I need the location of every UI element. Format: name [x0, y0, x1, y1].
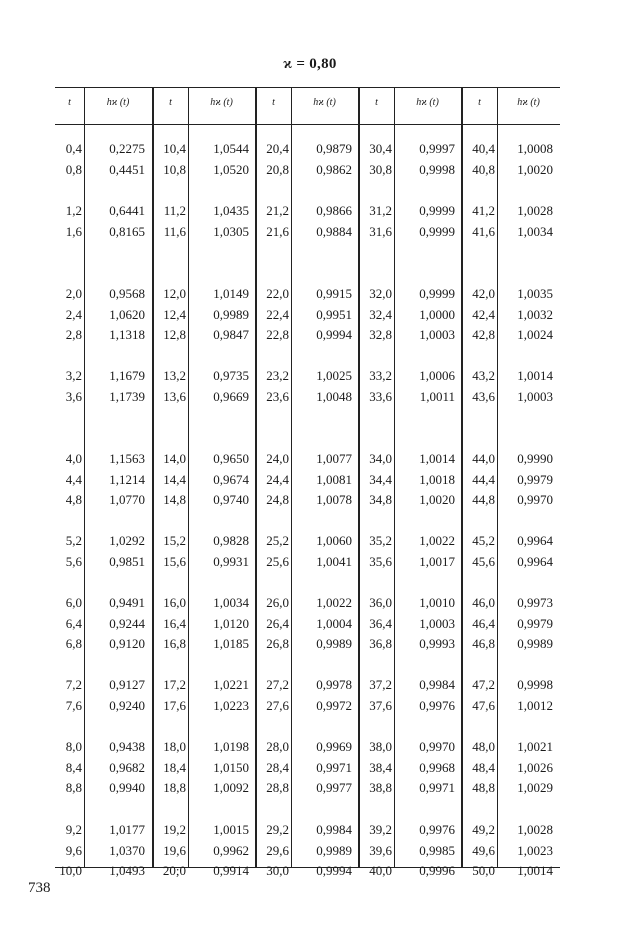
t-value: 11,6 — [163, 223, 186, 239]
column-rule — [461, 88, 463, 867]
t-value: 22,8 — [266, 327, 289, 343]
t-value: 33,6 — [369, 388, 392, 404]
page-number: 738 — [28, 880, 51, 896]
h-value: 1,0092 — [213, 780, 249, 796]
h-value: 1,0003 — [517, 388, 553, 404]
h-value: 1,0034 — [517, 223, 553, 239]
column-rule — [497, 88, 498, 867]
t-value: 3,6 — [65, 388, 82, 404]
h-value: 1,0018 — [419, 471, 455, 487]
t-value: 14,0 — [163, 451, 186, 466]
h-value: 0,9977 — [316, 780, 352, 796]
t-value: 22,0 — [266, 286, 289, 301]
h-value: 0,9973 — [517, 595, 553, 610]
t-value: 38,0 — [369, 739, 392, 754]
h-value: 1,0011 — [419, 388, 455, 404]
column-rule — [291, 88, 292, 867]
h-value: 0,9989 — [213, 306, 249, 322]
t-value: 32,4 — [369, 306, 392, 322]
h-value: 1,0032 — [517, 306, 553, 322]
h-value: 1,0000 — [419, 306, 455, 322]
t-value: 25,6 — [266, 553, 289, 569]
column-rule — [394, 88, 395, 867]
t-value: 7,2 — [65, 677, 82, 692]
t-value: 10,4 — [163, 141, 186, 156]
t-value: 49,2 — [472, 822, 495, 837]
t-value: 24,4 — [266, 471, 289, 487]
t-value: 42,8 — [472, 327, 495, 343]
h-value: 1,0012 — [517, 697, 553, 713]
h-value: 0,9970 — [517, 492, 553, 508]
h-value: 1,0003 — [419, 327, 455, 343]
table-title: ϰ = 0,80 — [283, 56, 337, 72]
h-value: 1,0003 — [419, 615, 455, 631]
t-value: 43,2 — [472, 368, 495, 383]
t-value: 2,8 — [65, 327, 82, 343]
t-value: 6,8 — [65, 636, 82, 652]
t-value: 46,8 — [472, 636, 495, 652]
t-value: 11,2 — [163, 203, 186, 218]
t-value: 50,0 — [472, 863, 495, 879]
h-value: 0,8165 — [109, 223, 145, 239]
h-value: 1,0435 — [213, 203, 249, 218]
h-value: 1,0025 — [316, 368, 352, 383]
h-value: 0,9244 — [109, 615, 145, 631]
t-value: 27,2 — [266, 677, 289, 692]
h-value: 0,9931 — [213, 553, 249, 569]
t-value: 30,4 — [369, 141, 392, 156]
h-value: 1,0035 — [517, 286, 553, 301]
t-value: 13,6 — [163, 388, 186, 404]
h-value: 0,9964 — [517, 533, 553, 548]
t-value: 46,4 — [472, 615, 495, 631]
t-value: 32,0 — [369, 286, 392, 301]
t-value: 29,6 — [266, 842, 289, 858]
t-value: 41,6 — [472, 223, 495, 239]
t-value: 47,2 — [472, 677, 495, 692]
t-value: 33,2 — [369, 368, 392, 383]
t-value: 20;0 — [162, 863, 186, 879]
t-value: 13,2 — [163, 368, 186, 383]
h-value: 1,0034 — [213, 595, 249, 610]
h-value: 0,9994 — [316, 327, 352, 343]
h-value: 1,0022 — [419, 533, 455, 548]
h-value: 1,0020 — [517, 161, 553, 177]
t-value: 12,8 — [163, 327, 186, 343]
h-value: 1,0028 — [517, 822, 553, 837]
h-value: 0,9735 — [213, 368, 249, 383]
t-value: 28,8 — [266, 780, 289, 796]
t-value: 24,8 — [266, 492, 289, 508]
h-value: 1,0024 — [517, 327, 553, 343]
t-value: 4,0 — [65, 451, 82, 466]
h-value: 0,9985 — [419, 842, 455, 858]
h-value: 0,9971 — [316, 759, 352, 775]
h-value: 1,0077 — [316, 451, 352, 466]
h-value: 1,0221 — [213, 677, 249, 692]
h-value: 0,9491 — [109, 595, 145, 610]
h-value: 0,9847 — [213, 327, 249, 343]
t-value: 15,2 — [163, 533, 186, 548]
h-value: 0,9862 — [316, 161, 352, 177]
t-value: 39,6 — [369, 842, 392, 858]
t-value: 31,6 — [369, 223, 392, 239]
h-value: 0,9999 — [419, 223, 455, 239]
h-value: 1,1679 — [109, 368, 145, 383]
t-value: 9,2 — [65, 822, 82, 837]
h-value: 0,9568 — [109, 286, 145, 301]
h-value: 1,0150 — [213, 759, 249, 775]
h-value: 1,0020 — [419, 492, 455, 508]
t-value: 25,2 — [266, 533, 289, 548]
t-value: 30,8 — [369, 161, 392, 177]
t-value: 32,8 — [369, 327, 392, 343]
t-value: 12,4 — [163, 306, 186, 322]
h-value: 0,9650 — [213, 451, 249, 466]
h-value: 1,0185 — [213, 636, 249, 652]
h-value: 0,4451 — [109, 161, 145, 177]
h-value: 1,0023 — [517, 842, 553, 858]
h-value: 0,9915 — [316, 286, 352, 301]
header-t: t — [169, 97, 172, 108]
h-value: 1,0048 — [316, 388, 352, 404]
h-value: 1,0014 — [517, 863, 553, 879]
t-value: 2,0 — [65, 286, 82, 301]
t-value: 36,0 — [369, 595, 392, 610]
h-value: 0,9979 — [517, 615, 553, 631]
header-h: hϰ (t) — [106, 97, 130, 108]
t-value: 0,4 — [65, 141, 82, 156]
h-value: 1,0370 — [109, 842, 145, 858]
t-value: 18,4 — [163, 759, 186, 775]
h-value: 1,0041 — [316, 553, 352, 569]
h-value: 0,9914 — [213, 863, 249, 879]
t-value: 14,8 — [163, 492, 186, 508]
h-value: 0,6441 — [109, 203, 145, 218]
t-value: 4,4 — [65, 471, 82, 487]
h-value: 0,9997 — [419, 141, 455, 156]
t-value: 1,6 — [65, 223, 82, 239]
t-value: 8,4 — [65, 759, 82, 775]
h-value: 0,9884 — [316, 223, 352, 239]
t-value: 17,2 — [163, 677, 186, 692]
header-h: hϰ (t) — [210, 97, 233, 108]
h-value: 0,9127 — [109, 677, 145, 692]
column-rule — [188, 88, 189, 867]
h-value: 0,9964 — [517, 553, 553, 569]
h-value: 1,0004 — [316, 615, 352, 631]
t-value: 37,6 — [369, 697, 392, 713]
h-value: 1,0493 — [109, 863, 145, 879]
t-value: 26,8 — [266, 636, 289, 652]
t-value: 17,6 — [163, 697, 186, 713]
t-value: 43,6 — [472, 388, 495, 404]
h-value: 0,9682 — [109, 759, 145, 775]
h-value: 1,1318 — [109, 327, 145, 343]
t-value: 16,4 — [163, 615, 186, 631]
t-value: 16,0 — [163, 595, 186, 610]
t-value: 34,4 — [369, 471, 392, 487]
h-value: 1,1563 — [109, 451, 145, 466]
header-rule — [55, 124, 560, 125]
h-value: 0,9989 — [316, 636, 352, 652]
t-value: 42,0 — [472, 286, 495, 301]
h-value: 1,0028 — [517, 203, 553, 218]
t-value: 18,8 — [163, 780, 186, 796]
h-value: 0,9674 — [213, 471, 249, 487]
t-value: 5,6 — [65, 553, 82, 569]
h-value: 0,9976 — [419, 697, 455, 713]
t-value: 23,2 — [266, 368, 289, 383]
h-value: 0,9851 — [109, 553, 145, 569]
h-value: 0,9969 — [316, 739, 352, 754]
t-value: 7,6 — [65, 697, 82, 713]
h-value: 0,9998 — [517, 677, 553, 692]
t-value: 12,0 — [163, 286, 186, 301]
h-value: 0,9994 — [316, 863, 352, 879]
column-rule — [84, 88, 85, 867]
t-value: 1,2 — [65, 203, 82, 218]
column-rule — [358, 88, 360, 867]
h-value: 1,0177 — [109, 822, 145, 837]
t-value: 35,6 — [369, 553, 392, 569]
t-value: 26,4 — [266, 615, 289, 631]
h-value: 0,9669 — [213, 388, 249, 404]
t-value: 19,6 — [163, 842, 186, 858]
h-value: 0,9999 — [419, 203, 455, 218]
h-value: 1,0008 — [517, 141, 553, 156]
t-value: 30,0 — [266, 863, 289, 879]
t-value: 28,4 — [266, 759, 289, 775]
t-value: 38,4 — [369, 759, 392, 775]
h-value: 0,9120 — [109, 636, 145, 652]
t-value: 8,8 — [65, 780, 82, 796]
t-value: 4,8 — [65, 492, 82, 508]
h-value: 0,9993 — [419, 636, 455, 652]
h-value: 1,0078 — [316, 492, 352, 508]
t-value: 48,0 — [472, 739, 495, 754]
data-table — [55, 87, 560, 879]
t-value: 20,8 — [266, 161, 289, 177]
header-h: hϰ (t) — [416, 97, 439, 108]
t-value: 20,4 — [266, 141, 289, 156]
h-value: 0,9951 — [316, 306, 352, 322]
t-value: 6,0 — [65, 595, 82, 610]
h-value: 0,2275 — [109, 141, 145, 156]
t-value: 40,0 — [369, 863, 392, 879]
t-value: 8,0 — [65, 739, 82, 754]
h-value: 1,0006 — [419, 368, 455, 383]
h-value: 1,0292 — [109, 533, 145, 548]
t-value: 36,8 — [369, 636, 392, 652]
h-value: 1,0026 — [517, 759, 553, 775]
h-value: 1,0149 — [213, 286, 249, 301]
t-value: 0,8 — [65, 161, 82, 177]
t-value: 35,2 — [369, 533, 392, 548]
h-value: 0,9968 — [419, 759, 455, 775]
t-value: 23,6 — [266, 388, 289, 404]
h-value: 1,0081 — [316, 471, 352, 487]
header-t: t — [375, 97, 378, 108]
h-value: 0,9972 — [316, 697, 352, 713]
header-t: t — [272, 97, 275, 108]
h-value: 0,9240 — [109, 697, 145, 713]
column-rule — [255, 88, 257, 867]
t-value: 47,6 — [472, 697, 495, 713]
t-value: 44,4 — [472, 471, 495, 487]
t-value: 16,8 — [163, 636, 186, 652]
t-value: 21,2 — [266, 203, 289, 218]
t-value: 45,2 — [472, 533, 495, 548]
h-value: 0,9976 — [419, 822, 455, 837]
h-value: 0,9990 — [517, 451, 553, 466]
t-value: 40,4 — [472, 141, 495, 156]
h-value: 1,0060 — [316, 533, 352, 548]
h-value: 1,0010 — [419, 595, 455, 610]
h-value: 1,0620 — [109, 306, 145, 322]
h-value: 0,9984 — [419, 677, 455, 692]
header-h: hϰ (t) — [517, 97, 540, 108]
t-value: 31,2 — [369, 203, 392, 218]
t-value: 27,6 — [266, 697, 289, 713]
t-value: 48,4 — [472, 759, 495, 775]
column-rule — [152, 88, 154, 867]
h-value: 0,9979 — [517, 471, 553, 487]
t-value: 36,4 — [369, 615, 392, 631]
t-value: 34,0 — [369, 451, 392, 466]
t-value: 42,4 — [472, 306, 495, 322]
header-h: hϰ (t) — [313, 97, 336, 108]
h-value: 1,0198 — [213, 739, 249, 754]
header-t: t — [68, 97, 71, 108]
h-value: 0,9970 — [419, 739, 455, 754]
h-value: 1,0520 — [213, 161, 249, 177]
t-value: 5,2 — [65, 533, 82, 548]
h-value: 1,1214 — [109, 471, 145, 487]
t-value: 34,8 — [369, 492, 392, 508]
t-value: 41,2 — [472, 203, 495, 218]
t-value: 15,6 — [163, 553, 186, 569]
t-value: 37,2 — [369, 677, 392, 692]
t-value: 45,6 — [472, 553, 495, 569]
h-value: 0,9989 — [517, 636, 553, 652]
h-value: 0,9996 — [419, 863, 455, 879]
t-value: 3,2 — [65, 368, 82, 383]
t-value: 26,0 — [266, 595, 289, 610]
h-value: 1,0017 — [419, 553, 455, 569]
t-value: 28,0 — [266, 739, 289, 754]
h-value: 0,9998 — [419, 161, 455, 177]
t-value: 21,6 — [266, 223, 289, 239]
t-value: 40,8 — [472, 161, 495, 177]
t-value: 48,8 — [472, 780, 495, 796]
h-value: 0,9828 — [213, 533, 249, 548]
h-value: 0,9940 — [109, 780, 145, 796]
t-value: 46,0 — [472, 595, 495, 610]
h-value: 0,9989 — [316, 842, 352, 858]
h-value: 1,1739 — [109, 388, 145, 404]
t-value: 14,4 — [163, 471, 186, 487]
h-value: 1,0014 — [517, 368, 553, 383]
h-value: 1,0015 — [213, 822, 249, 837]
h-value: 1,0770 — [109, 492, 145, 508]
h-value: 0,9971 — [419, 780, 455, 796]
h-value: 1,0022 — [316, 595, 352, 610]
h-value: 0,9978 — [316, 677, 352, 692]
t-value: 44,0 — [472, 451, 495, 466]
h-value: 1,0223 — [213, 697, 249, 713]
t-value: 9,6 — [65, 842, 82, 858]
t-value: 49,6 — [472, 842, 495, 858]
t-value: 6,4 — [65, 615, 82, 631]
t-value: 39,2 — [369, 822, 392, 837]
t-value: 10,8 — [163, 161, 186, 177]
h-value: 0,9866 — [316, 203, 352, 218]
t-value: 22,4 — [266, 306, 289, 322]
h-value: 0,9740 — [213, 492, 249, 508]
t-value: 2,4 — [65, 306, 82, 322]
h-value: 1,0021 — [517, 739, 553, 754]
h-value: 0,9999 — [419, 286, 455, 301]
h-value: 1,0014 — [419, 451, 455, 466]
t-value: 19,2 — [163, 822, 186, 837]
t-value: 18,0 — [163, 739, 186, 754]
t-value: 10,0 — [59, 863, 82, 879]
h-value: 0,9984 — [316, 822, 352, 837]
h-value: 1,0120 — [213, 615, 249, 631]
t-value: 24,0 — [266, 451, 289, 466]
t-value: 44,8 — [472, 492, 495, 508]
h-value: 1,0305 — [213, 223, 249, 239]
t-value: 38,8 — [369, 780, 392, 796]
h-value: 0,9879 — [316, 141, 352, 156]
header-t: t — [478, 97, 481, 108]
h-value: 1,0544 — [213, 141, 249, 156]
h-value: 1,0029 — [517, 780, 553, 796]
t-value: 29,2 — [266, 822, 289, 837]
h-value: 0,9438 — [109, 739, 145, 754]
h-value: 0,9962 — [213, 842, 249, 858]
